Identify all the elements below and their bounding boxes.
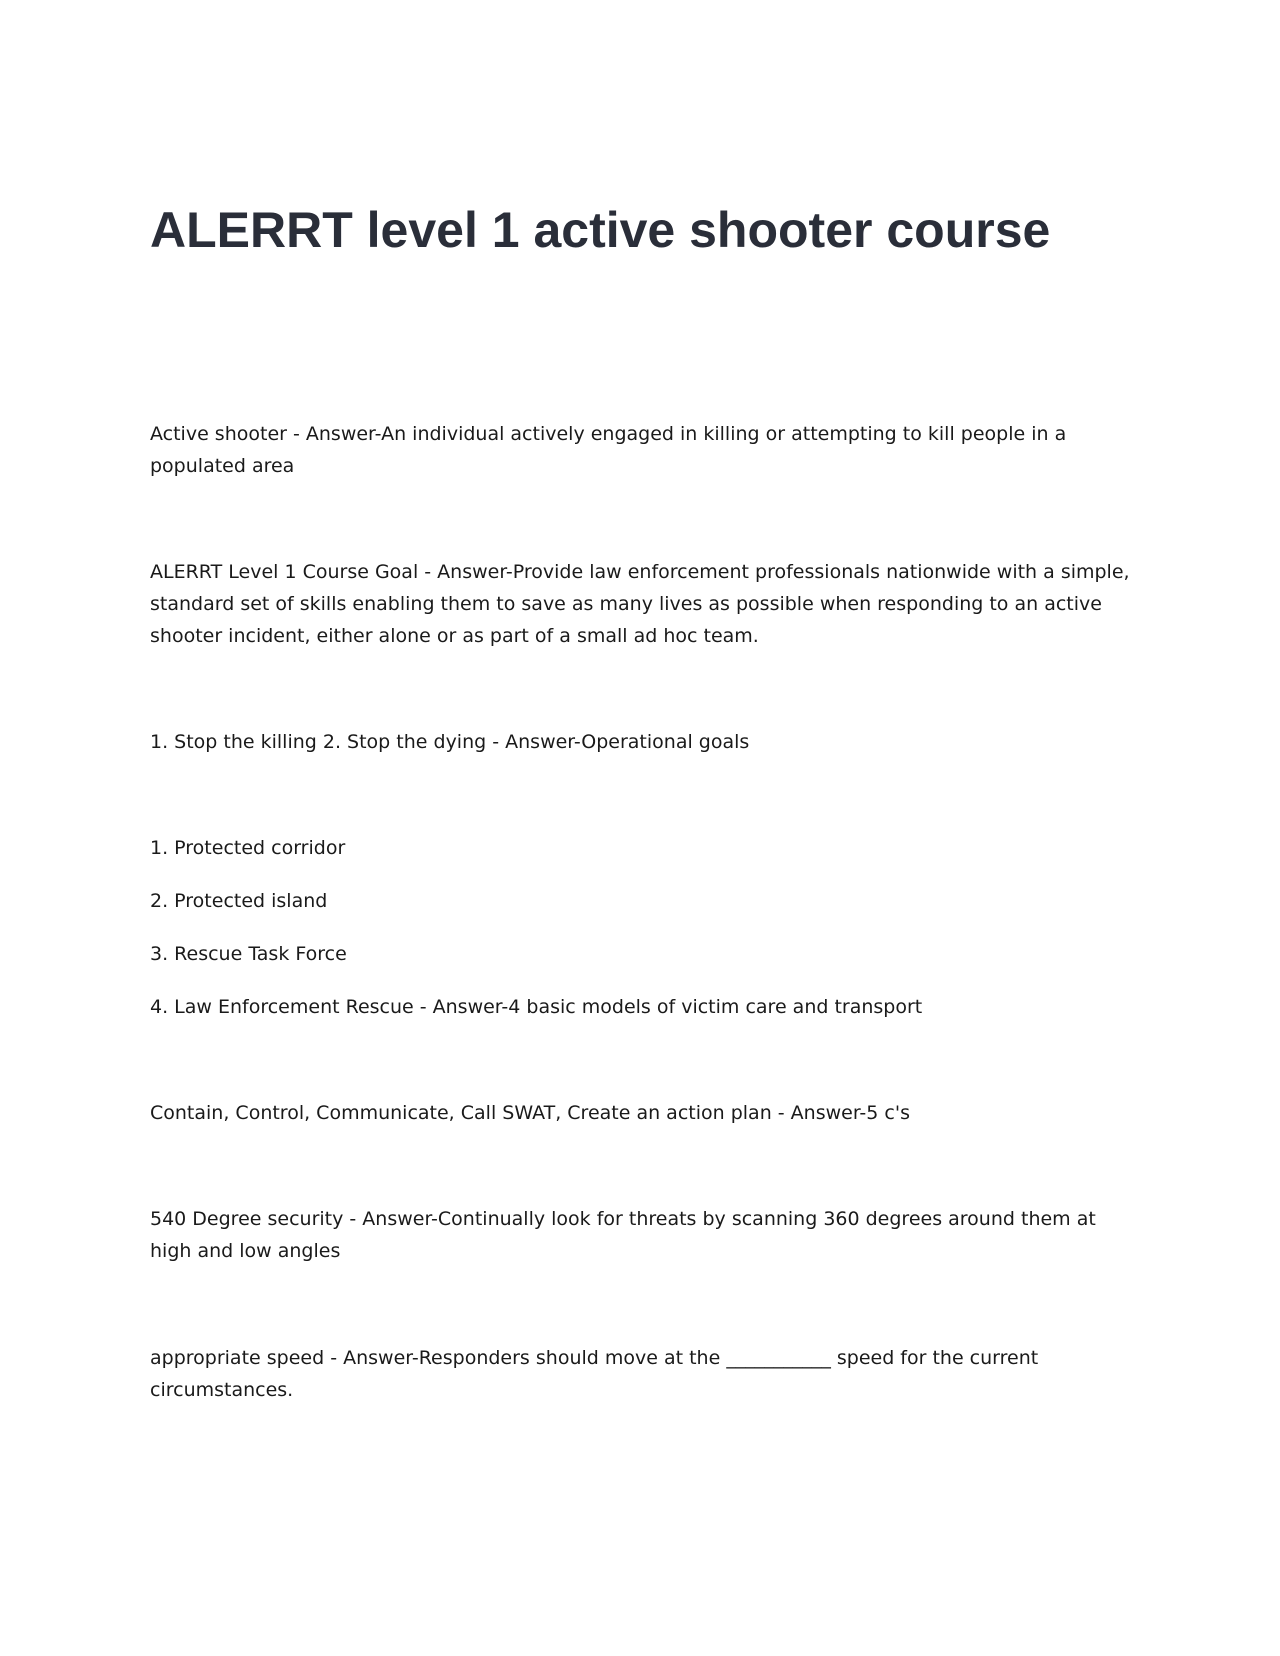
paragraph-rescue-task-force: 3. Rescue Task Force	[150, 943, 347, 965]
paragraph-540-degree-security: 540 Degree security - Answer-Continually look for threats by scanning 360 degrees around them at high and low angles	[150, 1208, 1096, 1262]
paragraph-protected-island: 2. Protected island	[150, 890, 328, 912]
paragraph-five-cs: Contain, Control, Communicate, Call SWAT, Create an action plan - Answer-5 c's	[150, 1102, 910, 1124]
paragraph-operational-goals: 1. Stop the killing 2. Stop the dying - Answer-Operational goals	[150, 731, 750, 753]
paragraph-active-shooter: Active shooter - Answer-An individual actively engaged in killing or attempting to kill people in a populated area	[150, 423, 1067, 477]
document-title: ALERRT level 1 active shooter course	[150, 202, 1051, 258]
paragraph-appropriate-speed: appropriate speed - Answer-Responders should move at the ___________ speed for the current circumstances.	[150, 1347, 1039, 1401]
paragraph-law-enforcement-rescue: 4. Law Enforcement Rescue - Answer-4 basic models of victim care and transport	[150, 996, 923, 1018]
paragraph-protected-corridor: 1. Protected corridor	[150, 837, 346, 859]
paragraph-course-goal: ALERRT Level 1 Course Goal - Answer-Provide law enforcement professionals nationwide with a simple, standard set of skills enabling them to save as many lives as possible when responding to an active shooter incident, either alone or as part of a small ad hoc team.	[150, 561, 1130, 647]
